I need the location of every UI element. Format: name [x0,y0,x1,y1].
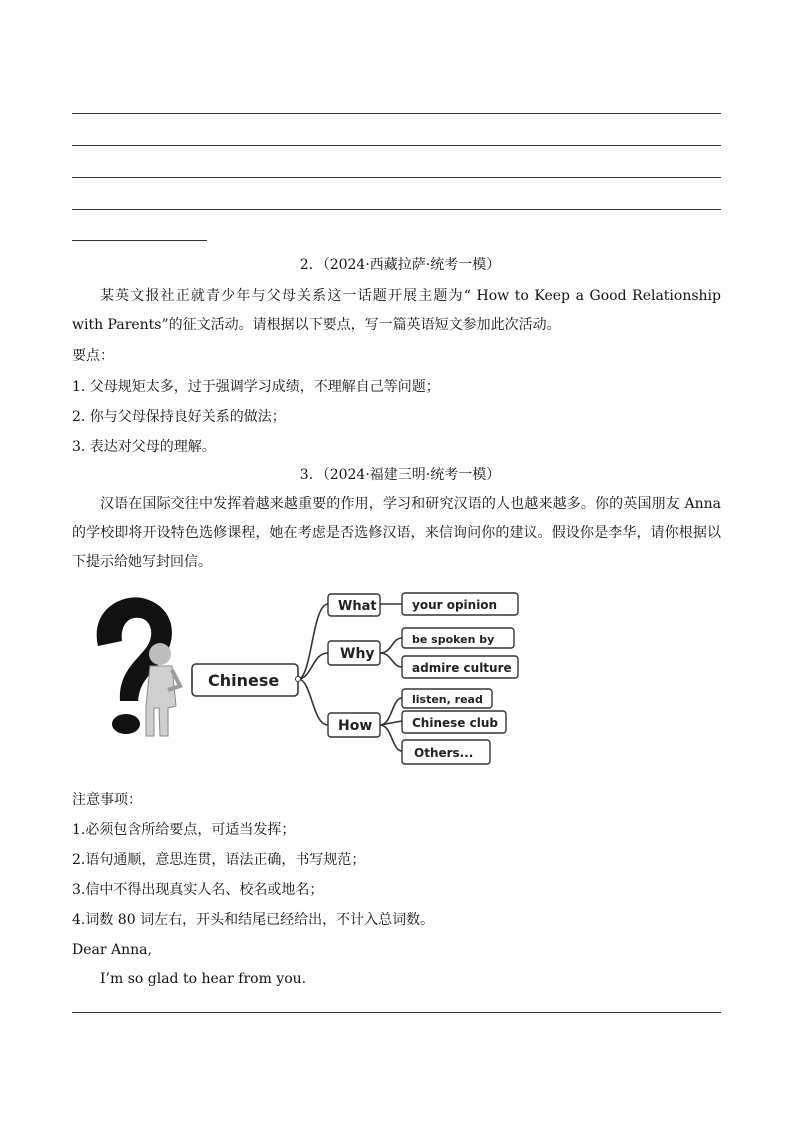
mindmap-branch-how: How [338,718,373,734]
q2-header: 2．（2024·西藏拉萨·统考一模） [299,257,501,273]
answer-line [72,145,721,146]
q2-points-title: 要点： [72,348,114,364]
mindmap-figure [80,586,530,776]
letter-salutation: Dear Anna, [72,942,152,958]
q3-note: 3.信中不得出现真实人名、校名或地名； [72,882,324,898]
q3-note: 1.必须包含所给要点，可适当发挥； [72,822,296,838]
answer-line [72,113,721,114]
mindmap-branch-what: What [338,599,377,614]
q2-point: 3. 表达对父母的理解。 [72,439,216,455]
q3-header: 3．（2024·福建三明·统考一模） [299,467,501,483]
q3-notes-title: 注意事项： [72,792,142,808]
answer-line-short [72,240,207,241]
q3-note: 2.语句通顺，意思连贯，语法正确，书写规范； [72,852,366,868]
q3-intro: 汉语在国际交往中发挥着越来越重要的作用，学习和研究汉语的人也越来越多。你的英国朋友 Anna 的学校即将开设特色选修课程，她在考虑是否选修汉语，来信询问你的建议。假设你是李华，请你根据以下提示给她写封回信。 [72,496,721,570]
mindmap-leaf: Others... [414,746,474,760]
q2-point: 1. 父母规矩太多，过于强调学习成绩，不理解自己等问题； [72,379,440,395]
mindmap-leaf: be spoken by [412,633,495,646]
mindmap-leaf: your opinion [412,598,498,612]
question-mark-illustration [97,597,180,736]
q2-point: 2. 你与父母保持良好关系的做法； [72,409,286,425]
q2-intro: 某英文报社正就青少年与父母关系这一话题开展主题为“ How to Keep a Good Relationship with Parents”的征文活动。请根据以下要点，写一篇英语短文参加此次活动。 [72,288,721,333]
letter-opening: I’m so glad to hear from you. [100,971,307,987]
mindmap-leaf: listen, read [412,693,483,706]
answer-line [72,1012,721,1013]
mindmap-leaf: Chinese club [412,716,498,730]
mindmap-leaf: admire culture [412,661,512,675]
q3-note: 4.词数 80 词左右，开头和结尾已经给出，不计入总词数。 [72,912,435,928]
answer-line [72,177,721,178]
mindmap-center: Chinese [208,671,280,690]
answer-line [72,209,721,210]
mindmap-branch-why: Why [340,646,375,662]
